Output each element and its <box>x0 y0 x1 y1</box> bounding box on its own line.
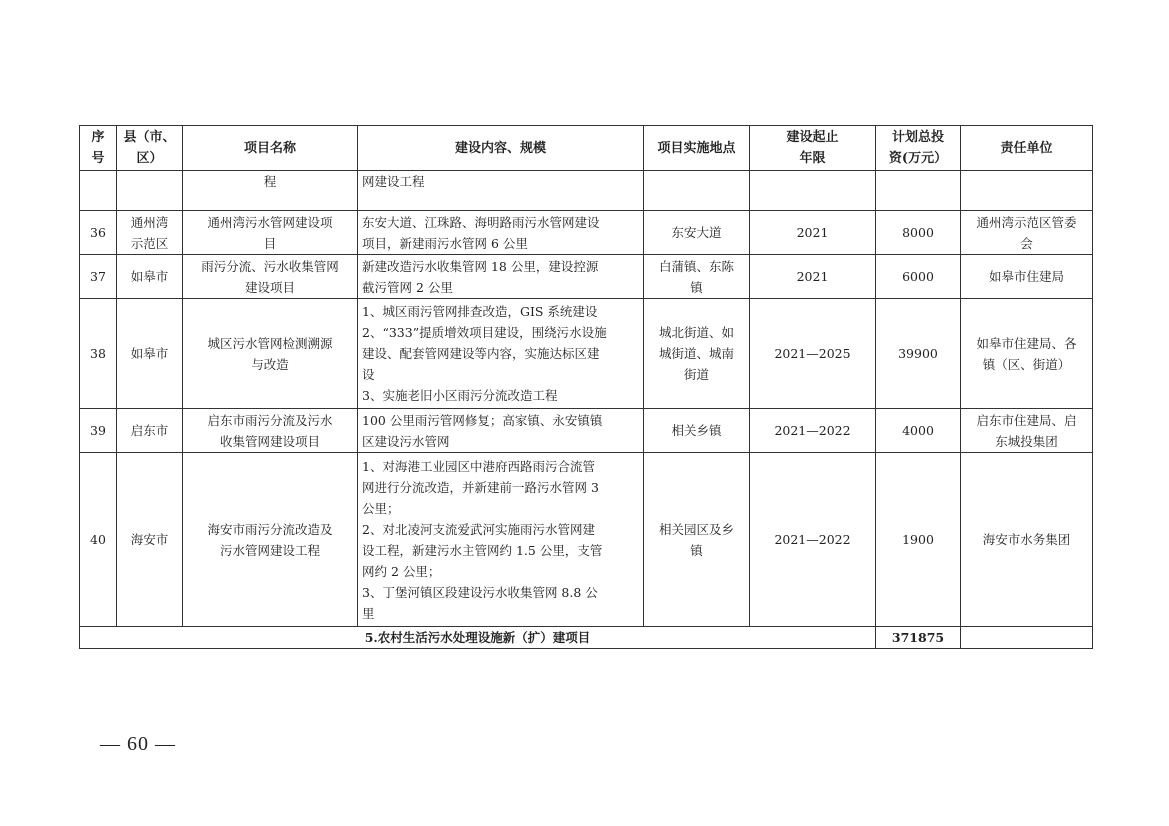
cell-location: 白蒲镇、东陈 镇 <box>644 255 750 299</box>
cell-responsible-unit: 启东市住建局、启 东城投集团 <box>961 409 1093 453</box>
cell-seq: 39 <box>80 409 117 453</box>
header-county: 县（市、 区） <box>117 126 183 171</box>
table-header-row <box>80 126 1093 171</box>
cell-content: 新建改造污水收集管网 18 公里，建设控源 截污管网 2 公里 <box>358 255 644 299</box>
cell-county: 通州湾 示范区 <box>117 211 183 255</box>
header-investment: 计划总投 资(万元） <box>876 126 961 171</box>
cell-responsible-unit: 如皋市住建局、各 镇（区、街道） <box>961 299 1093 409</box>
table-body <box>80 211 1093 627</box>
summary-label: 5.农村生活污水处理设施新（扩）建项目 <box>80 627 876 649</box>
project-table <box>79 125 1093 649</box>
cell-county: 海安市 <box>117 453 183 627</box>
cell-county <box>117 171 183 211</box>
cell-county: 启东市 <box>117 409 183 453</box>
table-row <box>80 255 1093 299</box>
cell-project-name: 海安市雨污分流改造及 污水管网建设工程 <box>183 453 358 627</box>
cell-county: 如皋市 <box>117 255 183 299</box>
table-row <box>80 299 1093 409</box>
cell-responsible-unit: 海安市水务集团 <box>961 453 1093 627</box>
cell-seq: 38 <box>80 299 117 409</box>
header-location: 项目实施地点 <box>644 126 750 171</box>
cell-location: 相关乡镇 <box>644 409 750 453</box>
cell-investment: 1900 <box>876 453 961 627</box>
cell-seq: 36 <box>80 211 117 255</box>
cell-project-name: 启东市雨污分流及污水 收集管网建设项目 <box>183 409 358 453</box>
cell-county: 如皋市 <box>117 299 183 409</box>
summary-unit <box>961 627 1093 649</box>
header-seq: 序 号 <box>80 126 117 171</box>
cell-period: 2021 <box>750 211 876 255</box>
cell-investment: 6000 <box>876 255 961 299</box>
cell-project-name: 程 <box>183 171 358 211</box>
cell-project-name: 通州湾污水管网建设项 目 <box>183 211 358 255</box>
cell-investment: 4000 <box>876 409 961 453</box>
summary-investment: 371875 <box>876 627 961 649</box>
cell-seq: 37 <box>80 255 117 299</box>
cell-content: 东安大道、江珠路、海明路雨污水管网建设 项目，新建雨污水管网 6 公里 <box>358 211 644 255</box>
cell-period: 2021—2022 <box>750 453 876 627</box>
cell-investment: 39900 <box>876 299 961 409</box>
summary-row <box>80 627 1093 649</box>
cell-period: 2021—2022 <box>750 409 876 453</box>
cell-content: 100 公里雨污管网修复；高家镇、永安镇镇 区建设污水管网 <box>358 409 644 453</box>
cell-period: 2021—2025 <box>750 299 876 409</box>
cell-project-name: 雨污分流、污水收集管网 建设项目 <box>183 255 358 299</box>
cell-investment: 8000 <box>876 211 961 255</box>
cell-seq <box>80 171 117 211</box>
cell-location: 相关园区及乡 镇 <box>644 453 750 627</box>
header-content: 建设内容、规模 <box>358 126 644 171</box>
cell-responsible-unit: 如皋市住建局 <box>961 255 1093 299</box>
table-row <box>80 409 1093 453</box>
cell-period <box>750 171 876 211</box>
cell-content: 1、城区雨污管网排查改造，GIS 系统建设 2、“333”提质增效项目建设，围绕污水设施 建设、配套管网建设等内容，实施达标区建 设 3、实施老旧小区雨污分流改造工程 <box>358 299 644 409</box>
cell-location: 城北街道、如 城街道、城南 街道 <box>644 299 750 409</box>
table-row-continued <box>80 171 1093 211</box>
cell-location <box>644 171 750 211</box>
table-row <box>80 453 1093 627</box>
page-number: — 60 — <box>100 733 176 755</box>
cell-content: 1、对海港工业园区中港府西路雨污合流管 网进行分流改造，并新建前一路污水管网 3 公里； 2、对北凌河支流爱武河实施雨污水管网建 设工程，新建污水主管网约 1.5 公里，支管 网约 2 公里； 3、丁堡河镇区段建设污水收集管网 8.8 公 里 <box>358 453 644 627</box>
cell-period: 2021 <box>750 255 876 299</box>
header-responsible-unit: 责任单位 <box>961 126 1093 171</box>
cell-investment <box>876 171 961 211</box>
cell-project-name: 城区污水管网检测溯源 与改造 <box>183 299 358 409</box>
header-project-name: 项目名称 <box>183 126 358 171</box>
cell-responsible-unit: 通州湾示范区管委 会 <box>961 211 1093 255</box>
header-period: 建设起止 年限 <box>750 126 876 171</box>
cell-seq: 40 <box>80 453 117 627</box>
cell-responsible-unit <box>961 171 1093 211</box>
table-row <box>80 211 1093 255</box>
cell-content: 网建设工程 <box>358 171 644 211</box>
cell-location: 东安大道 <box>644 211 750 255</box>
